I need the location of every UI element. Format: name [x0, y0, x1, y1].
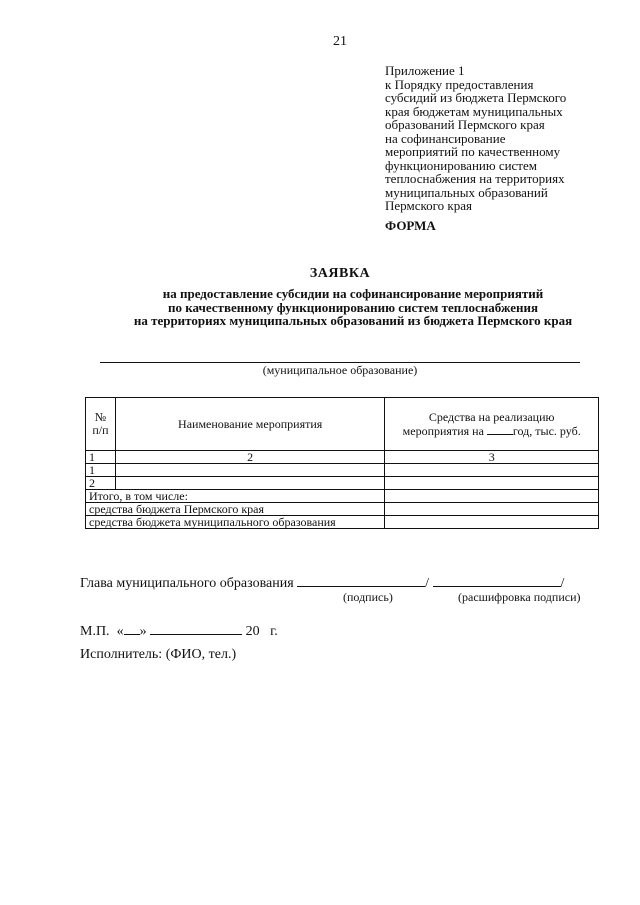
- table-row: [86, 503, 599, 516]
- stamp-line: [80, 620, 278, 640]
- stamp-label: М.П.: [80, 624, 110, 639]
- table-cell: 2: [86, 477, 116, 490]
- quote-open: «: [116, 624, 124, 639]
- appendix-line: функционированию систем: [385, 157, 537, 173]
- document-subtitle: [0, 287, 640, 328]
- appendix-line: мероприятий по качественному: [385, 144, 561, 159]
- executor-line: Исполнитель: (ФИО, тел.): [80, 647, 237, 662]
- decoding-blank: [433, 572, 561, 587]
- appendix-line: на софинансирование: [385, 130, 506, 146]
- header-funds-cell: [385, 398, 599, 451]
- document-title: ЗАЯВКА: [309, 266, 371, 281]
- signature-captions: [0, 590, 640, 606]
- quote-close: »: [139, 624, 147, 639]
- year-prefix: 20: [245, 624, 260, 639]
- day-blank: [124, 620, 140, 635]
- year-suffix: г.: [270, 624, 278, 639]
- header-num-cell: [86, 398, 116, 451]
- appendix-line: Приложение 1: [385, 63, 465, 78]
- table-cell: [385, 503, 599, 516]
- municipality-caption: (муниципальное образование): [262, 363, 418, 377]
- signature-separator: /: [425, 576, 430, 591]
- table-cell: 2: [115, 451, 384, 464]
- signature-line: [80, 572, 564, 592]
- appendix-line: к Порядку предоставления: [385, 76, 534, 92]
- table-cell: [385, 490, 599, 503]
- table-cell: [115, 477, 384, 490]
- table-row: [86, 477, 599, 490]
- appendix-line: муниципальных образований: [385, 184, 548, 200]
- header-funds-prefix: мероприятия на: [402, 423, 487, 438]
- table-cell: [115, 464, 384, 477]
- header-num-line: №: [94, 410, 107, 424]
- appendix-line: теплоснабжения на территориях: [385, 171, 565, 186]
- table-cell: 1: [86, 451, 116, 464]
- decoding-caption: (расшифровка подписи): [458, 590, 581, 604]
- table-cell: [385, 464, 599, 477]
- table-row: [86, 516, 599, 529]
- table-cell: 3: [385, 451, 599, 464]
- appendix-block: [385, 64, 615, 213]
- table-cell: [385, 516, 599, 529]
- table-row: [86, 490, 599, 503]
- total-label-cell: средства бюджета муниципального образования: [86, 516, 385, 529]
- signature-separator: /: [560, 576, 565, 591]
- year-blank: [487, 424, 513, 435]
- page-number: 21: [333, 34, 347, 49]
- table-cell: 1: [86, 464, 116, 477]
- signature-caption: (подпись): [343, 590, 393, 604]
- month-blank: [150, 620, 242, 635]
- total-label-cell: средства бюджета Пермского края: [86, 503, 385, 516]
- header-name-cell: Наименование мероприятия: [115, 398, 384, 451]
- measures-table: [85, 397, 599, 529]
- table-cell: [385, 477, 599, 490]
- table-header-row: [86, 398, 599, 451]
- form-label: ФОРМА: [385, 218, 436, 233]
- appendix-line: субсидий из бюджета Пермского: [385, 90, 567, 105]
- appendix-line: образований Пермского края: [385, 117, 545, 132]
- total-label-cell: Итого, в том числе:: [86, 490, 385, 503]
- subtitle-line: по качественному функционированию систем теплоснабжения: [168, 299, 538, 315]
- signature-blank: [297, 572, 425, 587]
- appendix-line: Пермского края: [385, 198, 472, 213]
- subtitle-line: на территориях муниципальных образований из бюджета Пермского края: [133, 313, 573, 328]
- appendix-line: края бюджетам муниципальных: [385, 103, 563, 119]
- header-funds-line: Средства на реализацию: [428, 409, 555, 424]
- table-row: [86, 451, 599, 464]
- table-row: [86, 464, 599, 477]
- header-funds-line: [388, 424, 595, 438]
- subtitle-line: на предоставление субсидии на софинансирование мероприятий: [162, 286, 544, 301]
- signature-label: Глава муниципального образования: [80, 576, 294, 591]
- header-funds-suffix: год, тыс. руб.: [512, 423, 581, 438]
- header-num-line: п/п: [92, 423, 109, 437]
